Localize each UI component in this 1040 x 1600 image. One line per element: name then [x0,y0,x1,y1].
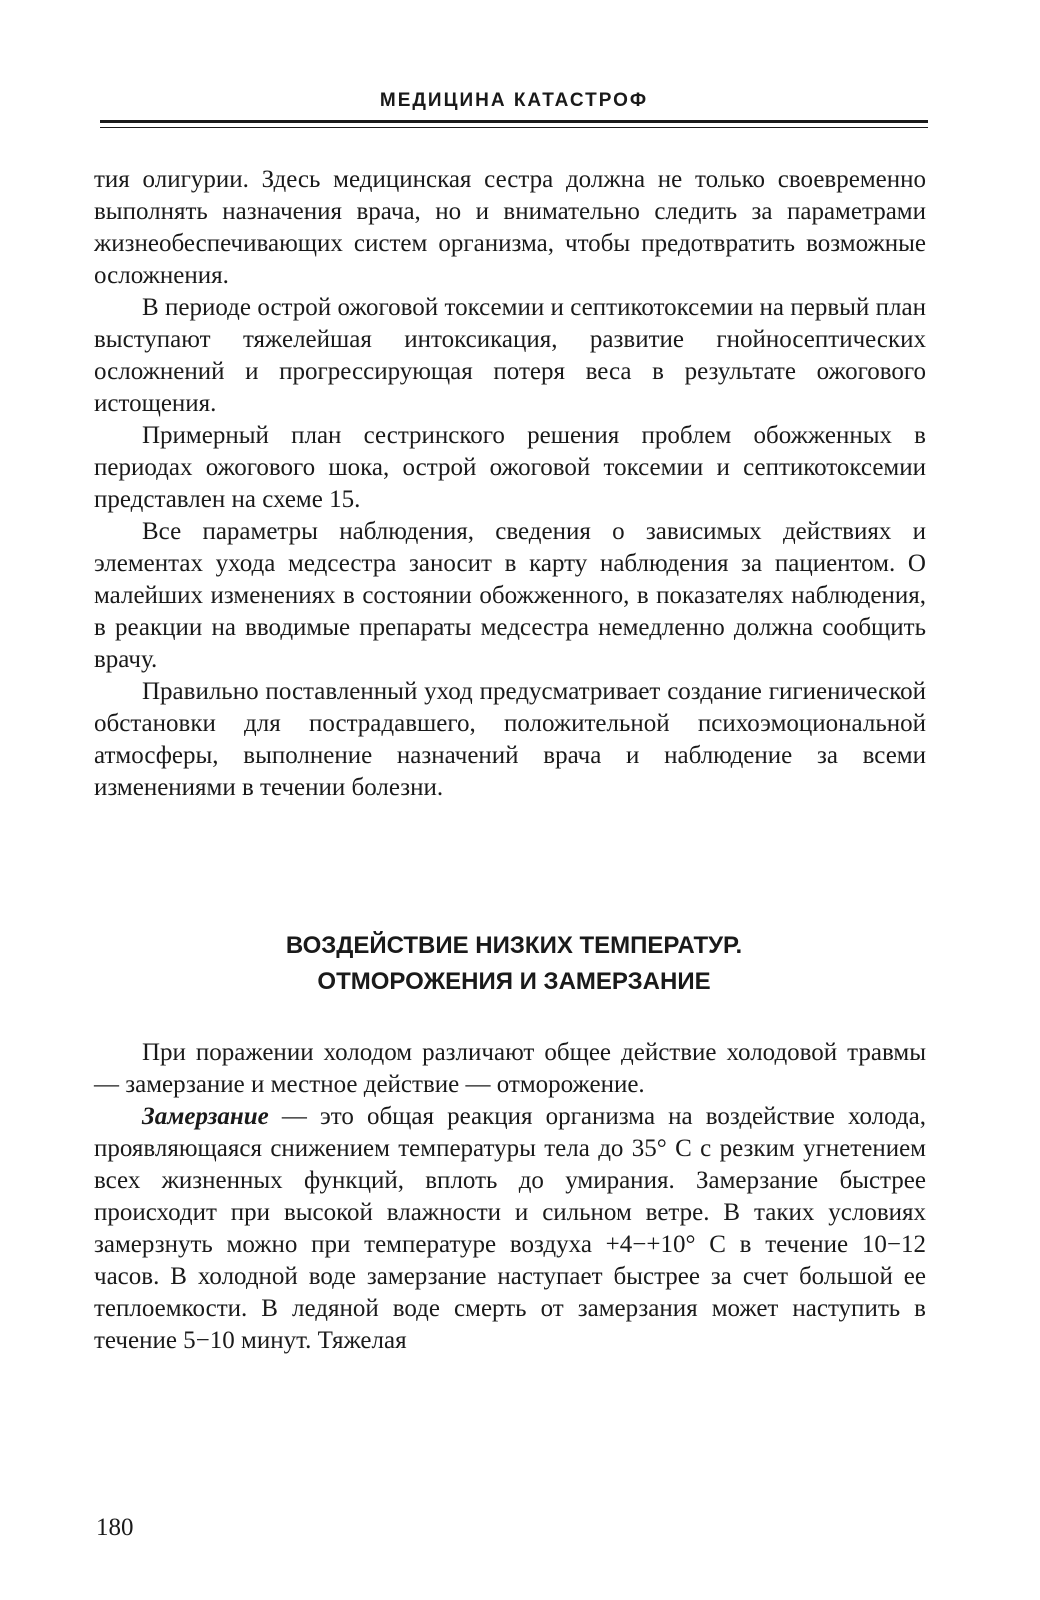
defined-term: Замерзание [142,1103,269,1130]
body-text-top [94,164,926,804]
paragraph-continuation: тия олигурии. Здесь медицинская сестра должна не только своевременно выполнять назначения врача, но и внимательно следить за параметрами жизнеобеспечивающих систем организма, чтобы предотвратить возможные осложнения. [94,166,926,289]
section-heading [100,928,928,1000]
header-rule-thin [100,127,928,128]
section-heading-line-2: ОТМОРОЖЕНИЯ И ЗАМЕРЗАНИЕ [317,968,711,995]
paragraph: Все параметры наблюдения, сведения о зависимых действиях и элементах ухода медсестра заносит в карту наблюдения за пациентом. О малейших изменениях в состоянии обожженного, в показателях наблюдения, в реакции на вводимые препараты медсестра немедленно должна сообщить врачу. [94,518,926,673]
body-text-section [94,1037,926,1357]
paragraph: Правильно поставленный уход предусматривает создание гигиенической обстановки для пострадавшего, положительной психоэмоциональной атмосферы, выполнение назначений врача и наблюдение за всеми изменениями в течении болезни. [94,678,926,801]
paragraph: В периоде острой ожоговой токсемии и септикотоксемии на первый план выступают тяжелейшая интоксикация, развитие гнойносептических осложнений и прогрессирующая потеря веса в результате ожогового истощения. [94,294,926,417]
page-number: 180 [96,1514,134,1541]
section-intro-paragraph: При поражении холодом различают общее действие холодовой травмы — замерзание и местное действие — отморожение. [94,1039,926,1098]
section-heading-line-1: ВОЗДЕЙСТВИЕ НИЗКИХ ТЕМПЕРАТУР. [285,932,743,959]
running-head: МЕДИЦИНА КАТАСТРОФ [379,90,649,111]
paragraph: Примерный план сестринского решения проблем обожженных в периодах ожогового шока, острой ожоговой токсемии и септикотоксемии представлен на схеме 15. [94,422,926,513]
definition-paragraph [94,1101,926,1357]
definition-text: — это общая реакция организма на воздействие холода, проявляющаяся снижением температуры тела до 35° С с резким угнетением всех жизненных функций, вплоть до умирания. Замерзание быстрее происходит при высокой влажности и сильном ветре. В таких условиях замерзнуть можно при температуре воздуха +4−+10° С в течение 10−12 часов. В холодной воде замерзание наступает быстрее за счет большой ее теплоемкости. В ледяной воде смерть от замерзания может наступить в течение 5−10 минут. Тяжелая [94,1103,926,1354]
header-rule-thick [100,120,928,123]
